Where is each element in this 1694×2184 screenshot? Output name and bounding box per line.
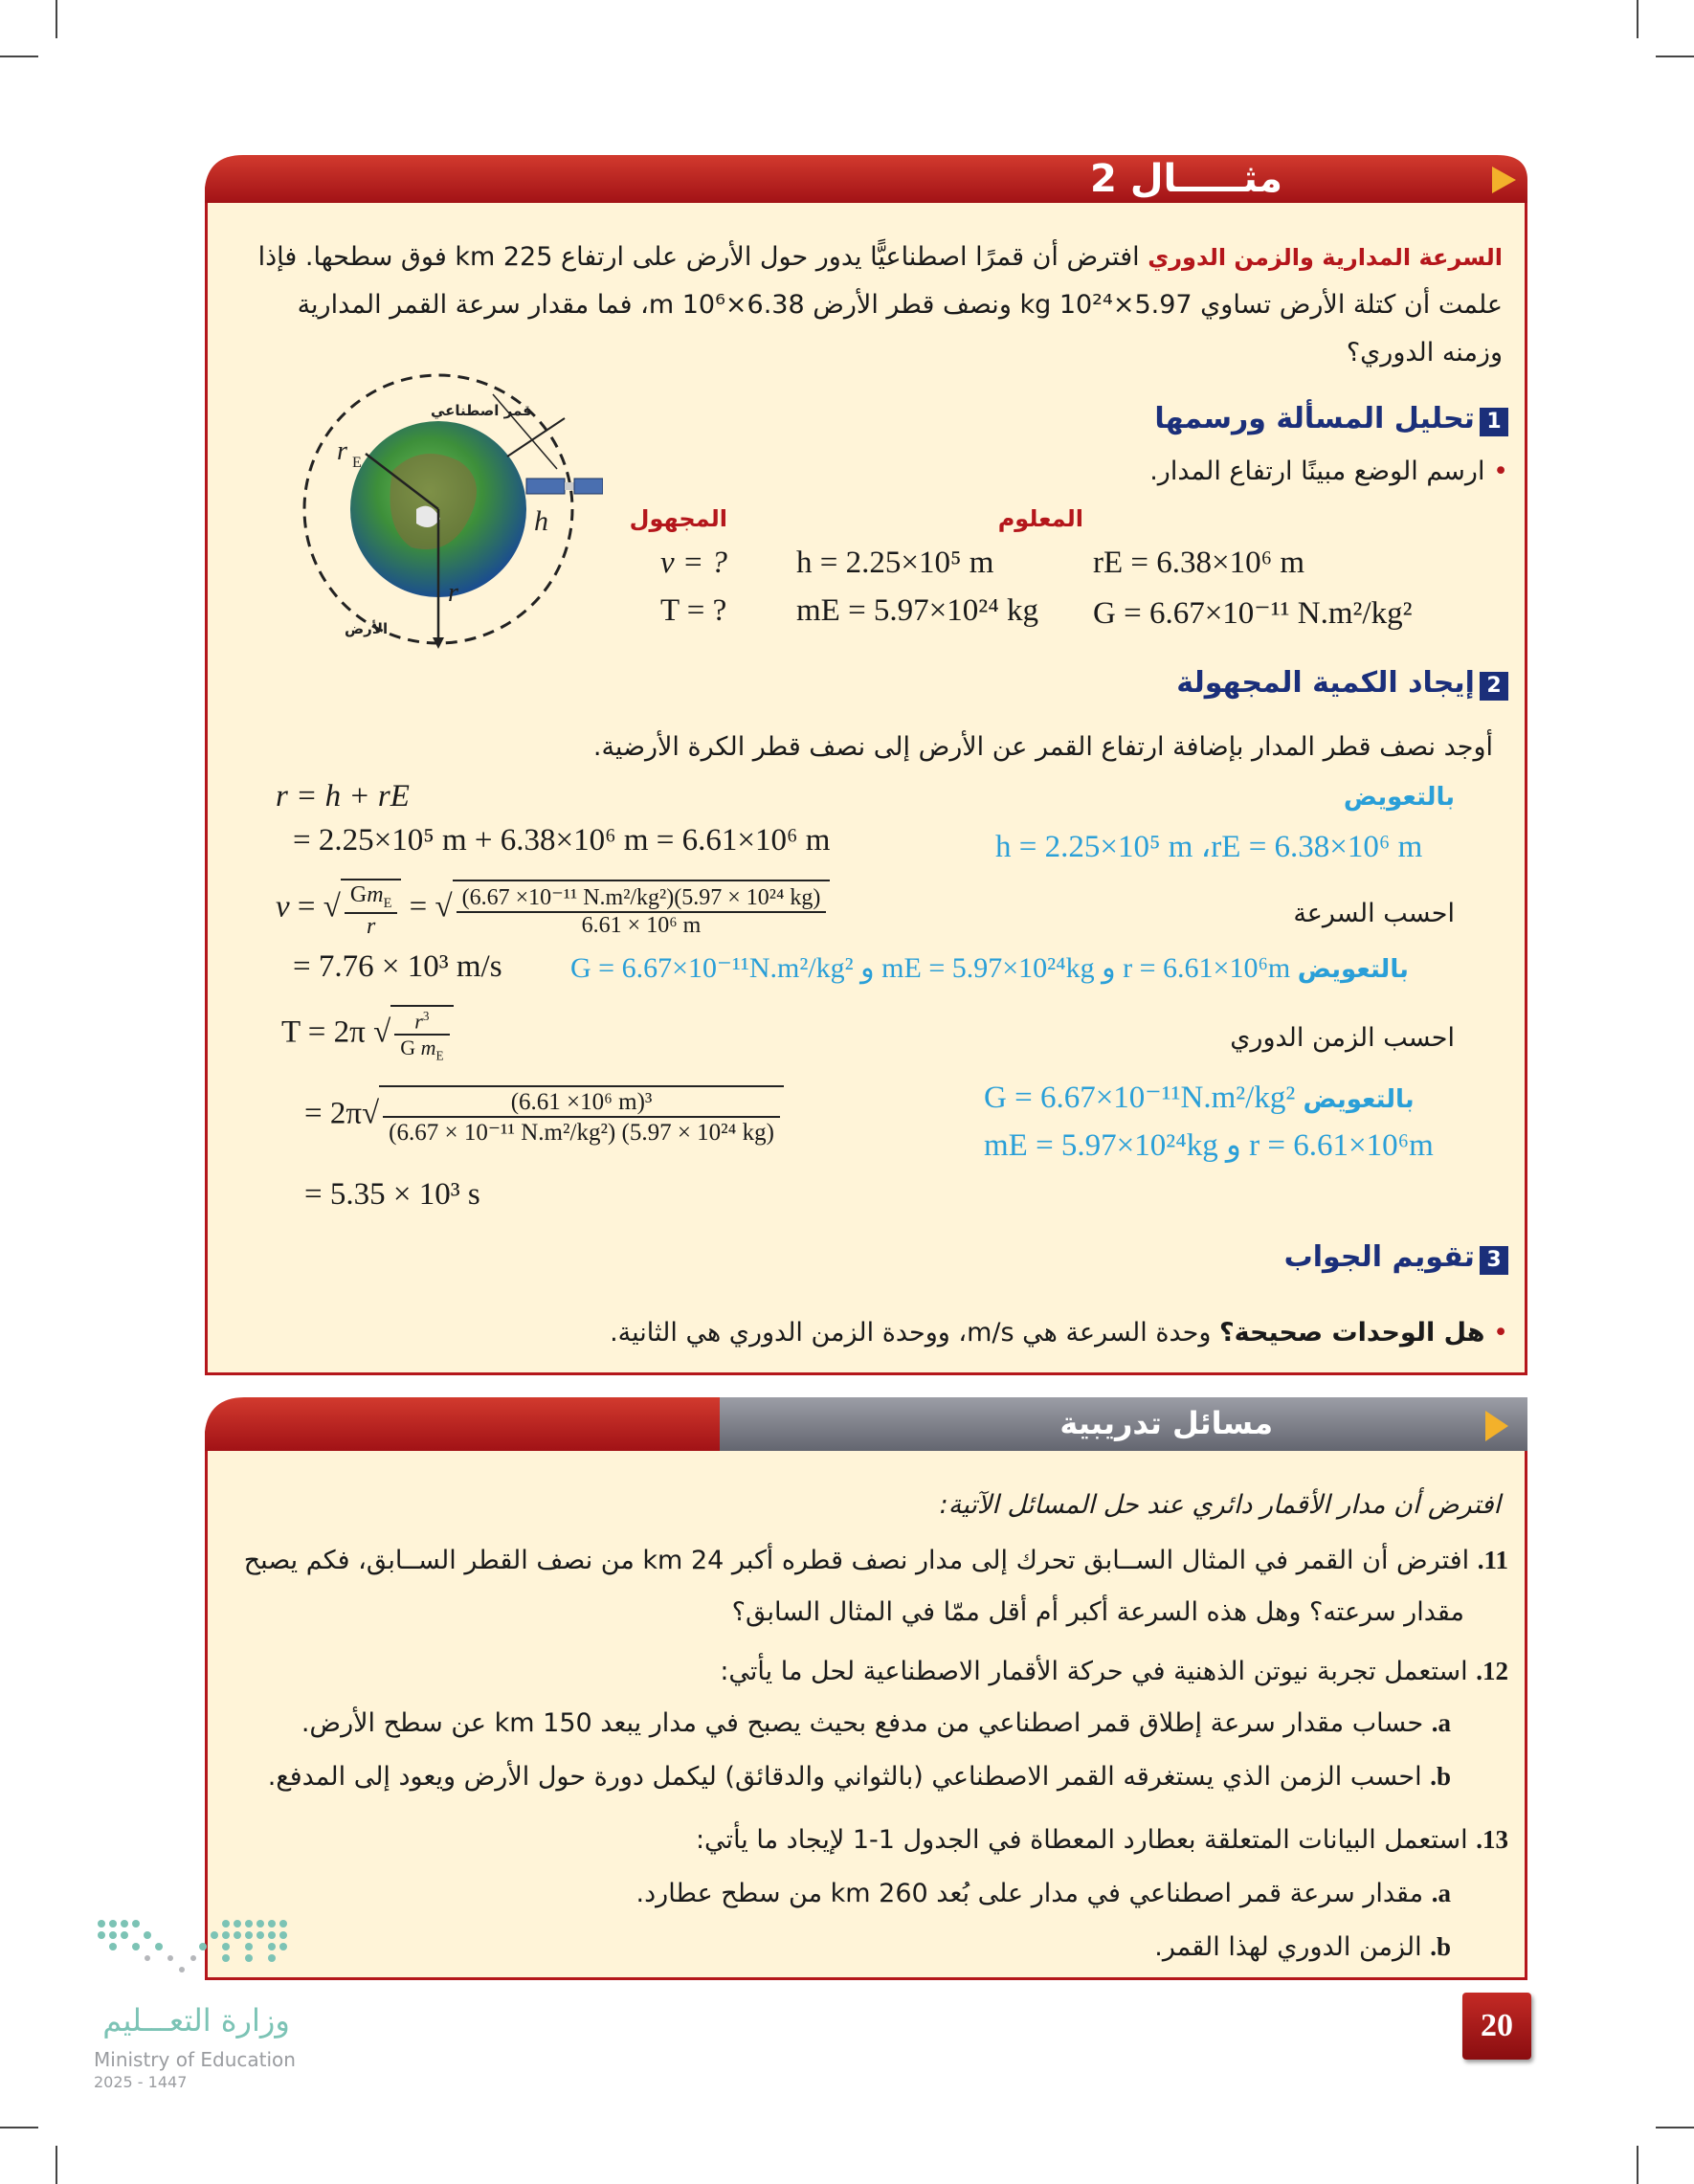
calc-speed-label: احسب السرعة [1293,899,1455,928]
practice-title: مسائل تدريبية [1059,1405,1273,1441]
q13b-text: الزمن الدوري لهذا القمر. [1154,1932,1422,1962]
q13a-text: مقدار سرعة قمر اصطناعي في مدار على بُعد 260 km من سطح عطارد. [635,1879,1424,1908]
q12b-letter: b. [1430,1762,1451,1791]
T-denominator: (6.67 × 10⁻¹¹ N.m²/kg²) (5.97 × 10²⁴ kg) [389,1120,774,1146]
step1-number: 1 [1480,408,1508,436]
q12a [230,1700,1451,1748]
ministry-logo-icon [92,1914,302,1991]
q13b [230,1924,1451,1972]
subst-label-v: بالتعويض [1297,955,1409,984]
unknown-T: T = ? [660,593,727,628]
known-label: المعلوم [997,505,1083,532]
q13a-letter: a. [1431,1879,1451,1907]
step1-bullet-text: ارسم الوضع مبينًا ارتفاع المدار. [1149,457,1485,486]
step1-bullet: • ارسم الوضع مبينًا ارتفاع المدار. [1149,457,1508,486]
crop-mark [1637,0,1638,38]
subst-r: h = 2.25×10⁵ m ،rE = 6.38×10⁶ m [995,830,1423,864]
rE-sub: E [352,455,362,471]
known-G: G = 6.67×10⁻¹¹ N.m²/kg² [1093,596,1413,631]
h-label: h [534,505,548,537]
subst-label-r: بالتعويض [1343,783,1455,812]
subst-T-line2: mE = 5.97×10²⁴kg و r = 6.61×10⁶m [984,1128,1434,1163]
subst-T-line1 [984,1078,1415,1116]
q13b-letter: b. [1430,1932,1451,1961]
eq-r-def: r = h + rE [276,779,410,813]
step3-title: تقويم الجواب [1283,1240,1475,1274]
known-mE: mE = 5.97×10²⁴ kg [796,593,1038,628]
q12-number: 12. [1476,1657,1508,1685]
eq-T-substituted: = 2π√ $\frac{\text{(6.61 ×10⁶ m)³}}{\text{(6.67 × 10⁻¹¹ N.m²/kg²) (5.97 × 10²⁴ kg)}}$ [304,1085,784,1147]
calc-period-label: احسب الزمن الدوري [1230,1023,1455,1053]
known-h: h = 2.25×10⁵ m [796,546,994,580]
unknown-v: v = ? [660,546,727,580]
v-numerator: (6.67 ×10⁻¹¹ N.m²/kg²)(5.97 × 10²⁴ kg) [457,883,827,913]
T-numerator: (6.61 ×10⁶ m)³ [383,1089,780,1118]
v-denominator: 6.61 × 10⁶ m [581,912,702,938]
example-header-bar [205,153,1527,207]
step3-number: 3 [1480,1246,1508,1275]
step2-intro: أوجد نصف قطر المدار بإضافة ارتفاع القمر عن الأرض إلى نصف قطر الكرة الأرضية. [592,732,1493,762]
question-13 [230,1816,1508,1864]
rE-label: r [337,436,347,466]
orbit-figure [287,366,603,653]
problem-line-3: وزمنه الدوري؟ [1346,338,1503,368]
step3-heading [1053,1240,1508,1275]
subst-v [570,951,1409,985]
q11-number: 11. [1477,1546,1508,1574]
practice-header-bar [205,1393,1527,1455]
crop-mark [56,0,57,38]
crop-mark [1637,2146,1638,2184]
eq-v-formula: v = √ $\frac{Gm_E}{r}$ = √ $\frac{\text{(6.67 ×10⁻¹¹ N.m²/kg²)(5.97 × 10²⁴ kg)}}{\text{6.61 × 10⁶ m}}$ [276,879,830,940]
subst-v-text: G = 6.67×10⁻¹¹N.m²/kg² و mE = 5.97×10²⁴kg و r = 6.61×10⁶m [570,952,1291,984]
question-12 [230,1648,1508,1696]
satellite-icon [526,479,603,494]
question-11 [230,1537,1508,1585]
example-topic: السرعة المدارية والزمن الدوري [1148,244,1503,271]
step3-answer: • هل الوحدات صحيحة؟ وحدة السرعة هي m/s، ووحدة الزمن الدوري هي الثانية. [610,1318,1508,1348]
q13a [230,1870,1451,1918]
subst-label-T: بالتعويض [1303,1085,1415,1114]
satellite-label: قمر اصطناعي [431,402,532,419]
step3-answer-text: وحدة السرعة هي m/s، ووحدة الزمن الدوري هي الثانية. [610,1318,1212,1348]
example-title: مثـــــال 2 [1090,157,1282,201]
step1-title: تحليل المسألة ورسمها [1154,402,1475,435]
q12a-text: حساب مقدار سرعة إطلاق قمر اصطناعي من مدفع بحيث يصبح في مدار يبعد 150 km عن سطح الأرض. [301,1708,1424,1738]
v-result: = 7.76 × 10³ m/s [293,949,502,984]
crop-mark [1656,56,1694,57]
T-result: = 5.35 × 10³ s [304,1177,480,1212]
r-label: r [448,578,458,608]
q11-line2: مقدار سرعته؟ وهل هذه السرعة أكبر أم أقل ممّا في المثال السابق؟ [731,1597,1464,1627]
ministry-name-ar: وزارة التعـــليم [102,2002,290,2039]
problem-line-2: علمت أن كتلة الأرض تساوي 5.97×10²⁴ kg ونصف قطر الأرض 6.38×10⁶ m، فما مقدار سرعة القمر المدارية [297,290,1503,320]
step2-number: 2 [1480,672,1508,701]
step2-heading [957,666,1508,701]
step3-question: هل الوحدات صحيحة؟ [1219,1318,1485,1348]
ministry-year: 2025 - 1447 [94,2073,188,2091]
earth-label: الأرض [345,620,389,637]
eq-T-formula: T = 2π √ $\frac{r^3}{G m_E}$ [281,1005,454,1064]
q13-line1: استعمل البيانات المتعلقة بعطارد المعطاة في الجدول 1-1 لإيجاد ما يأتي: [695,1825,1468,1855]
page-number: 20 [1462,1993,1531,2060]
altitude-h-line [507,418,565,457]
subst-T1-text: G = 6.67×10⁻¹¹N.m²/kg² [984,1081,1296,1115]
unknown-label: المجهول [629,505,727,532]
ministry-name-en: Ministry of Education [94,2048,296,2071]
crop-mark [0,2127,38,2128]
q13-number: 13. [1476,1825,1508,1854]
crop-mark [0,56,38,57]
step1-heading [1053,402,1508,436]
step2-title: إيجاد الكمية المجهولة [1176,666,1475,700]
crop-mark [56,2146,57,2184]
crop-mark [1656,2127,1694,2128]
known-rE: rE = 6.38×10⁶ m [1093,546,1305,580]
q11-line1: افترض أن القمر في المثال الســابق تحرك إلى مدار نصف قطره أكبر 24 km من نصف القطر الســابق، فكم يصبح [243,1546,1470,1575]
q12b-text: احسب الزمن الذي يستغرقه القمر الاصطناعي (بالثواني والدقائق) ليكمل دورة حول الأرض ويعود إلى المدفع. [267,1762,1422,1792]
problem-text-1: افترض أن قمرًا اصطناعيًّا يدور حول الأرض على ارتفاع 225 km فوق سطحها. فإذا [257,242,1140,272]
practice-intro: افترض أن مدار الأقمار دائري عند حل المسائل الآتية: [939,1490,1501,1520]
problem-line-1 [230,234,1503,281]
q12a-letter: a. [1431,1708,1451,1737]
q12-line1: استعمل تجربة نيوتن الذهنية في حركة الأقمار الاصطناعية لحل ما يأتي: [720,1657,1468,1686]
q12b [230,1753,1451,1801]
eq-r-value: = 2.25×10⁵ m + 6.38×10⁶ m = 6.61×10⁶ m [293,823,831,858]
